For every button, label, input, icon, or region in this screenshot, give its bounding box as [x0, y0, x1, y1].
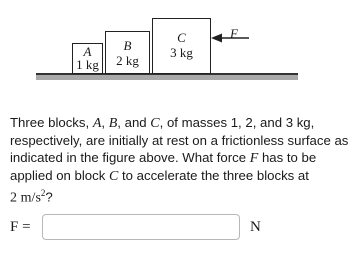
block-a-name: A [83, 44, 92, 59]
question-fragment: to accelerate the three blocks at [118, 168, 309, 183]
question-fragment: Three blocks, [10, 115, 93, 130]
block-c-name: C [177, 30, 186, 45]
block-b-mass: 2 kg [116, 53, 139, 68]
block-b-name: B [123, 38, 132, 53]
problem-figure [0, 0, 362, 92]
accel-value: 2 [10, 190, 17, 206]
accel-exponent: 2 [40, 188, 46, 198]
question-fragment: has to be applied on block [10, 150, 317, 183]
var-f: F [249, 151, 259, 166]
var-b: B [108, 116, 118, 131]
block-c [152, 18, 211, 74]
block-b [105, 31, 150, 74]
question-fragment: , of masses 1, 2, and 3 kg, respectively, are initially at rest on a frictionless surface as indicated in the figure above. What force [10, 115, 349, 165]
question-text [10, 114, 355, 206]
block-c-mass: 3 kg [170, 45, 193, 60]
answer-label: F = [10, 219, 31, 235]
question-fragment: , and [117, 115, 151, 130]
question-fragment: , [101, 115, 109, 130]
answer-unit: N [250, 219, 261, 235]
block-a-mass: 1 kg [76, 57, 99, 72]
block-a [72, 43, 103, 74]
force-answer-input[interactable] [42, 214, 240, 240]
accel-unit: m/s [20, 190, 41, 206]
var-c: C [150, 116, 160, 131]
force-label: F [230, 26, 238, 41]
frictionless-surface [36, 74, 298, 80]
var-a: A [92, 116, 102, 131]
question-end: ? [45, 189, 53, 205]
answer-row [10, 214, 350, 242]
var-c-second: C [108, 169, 119, 184]
